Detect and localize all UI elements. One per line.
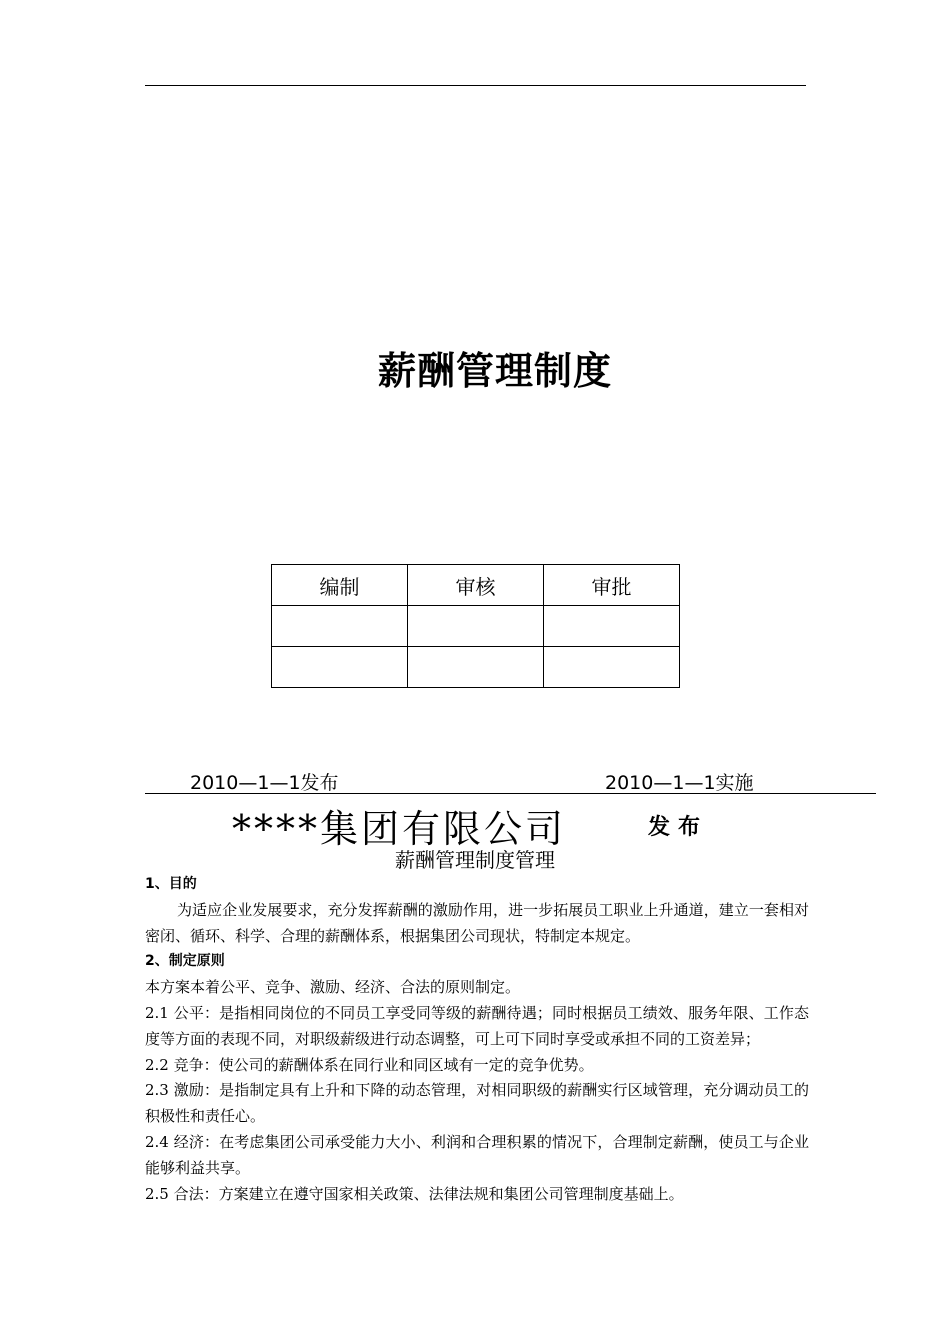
- paragraph: 本方案本着公平、竞争、激励、经济、合法的原则制定。: [145, 978, 521, 997]
- paragraph: 2.5 合法：方案建立在遵守国家相关政策、法律法规和集团公司管理制度基础上。: [145, 1184, 684, 1203]
- signoff-cell: [272, 606, 408, 647]
- signoff-row: [272, 647, 680, 688]
- signoff-cell: [272, 647, 408, 688]
- paragraph: 2.3 激励：是指制定具有上升和下降的动态管理，对相同职级的薪酬实行区域管理，充分调动员工的积极性和责任心。: [145, 1081, 809, 1126]
- publish-label: 发布: [648, 815, 709, 840]
- company-name: ****集团有限公司: [232, 807, 567, 851]
- paragraph: 为适应企业发展要求，充分发挥薪酬的激励作用，进一步拓展员工职业上升通道，建立一套相对密闭、循环、科学、合理的薪酬体系，根据集团公司现状，特制定本规定。: [145, 900, 809, 945]
- date-rule: [145, 793, 876, 794]
- document-title: 薪酬管理制度: [377, 349, 612, 393]
- effective-date: 2010—1—1实施: [605, 772, 754, 794]
- section-heading: 2、制定原则: [145, 953, 225, 970]
- paragraph: 2.2 竞争：使公司的薪酬体系在同行业和同区域有一定的竞争优势。: [145, 1055, 594, 1074]
- paragraph: 2.1 公平：是指相同岗位的不同员工享受同等级的薪酬待遇；同时根据员工绩效、服务年限、工作态度等方面的表现不同，对职级薪级进行动态调整，可上可下同时享受或承担不同的工资差异；: [145, 1003, 809, 1048]
- document-body: [145, 872, 809, 1207]
- signoff-cell: [408, 606, 544, 647]
- signoff-header-row: [272, 565, 680, 606]
- signoff-row: [272, 606, 680, 647]
- release-date: 2010—1—1发布: [190, 772, 339, 794]
- signoff-cell: [544, 606, 680, 647]
- section-heading: 1、目的: [145, 876, 197, 892]
- signoff-header-cell: 审核: [408, 565, 544, 606]
- signoff-table: [271, 564, 680, 688]
- signoff-header-cell: 编制: [272, 565, 408, 606]
- signoff-header-cell: 审批: [544, 565, 680, 606]
- signoff-cell: [408, 647, 544, 688]
- doc-subtitle: 薪酬管理制度管理: [395, 848, 555, 872]
- signoff-cell: [544, 647, 680, 688]
- header-rule: [145, 85, 806, 86]
- paragraph: 2.4 经济：在考虑集团公司承受能力大小、利润和合理积累的情况下，合理制定薪酬，使员工与企业能够利益共享。: [145, 1132, 809, 1177]
